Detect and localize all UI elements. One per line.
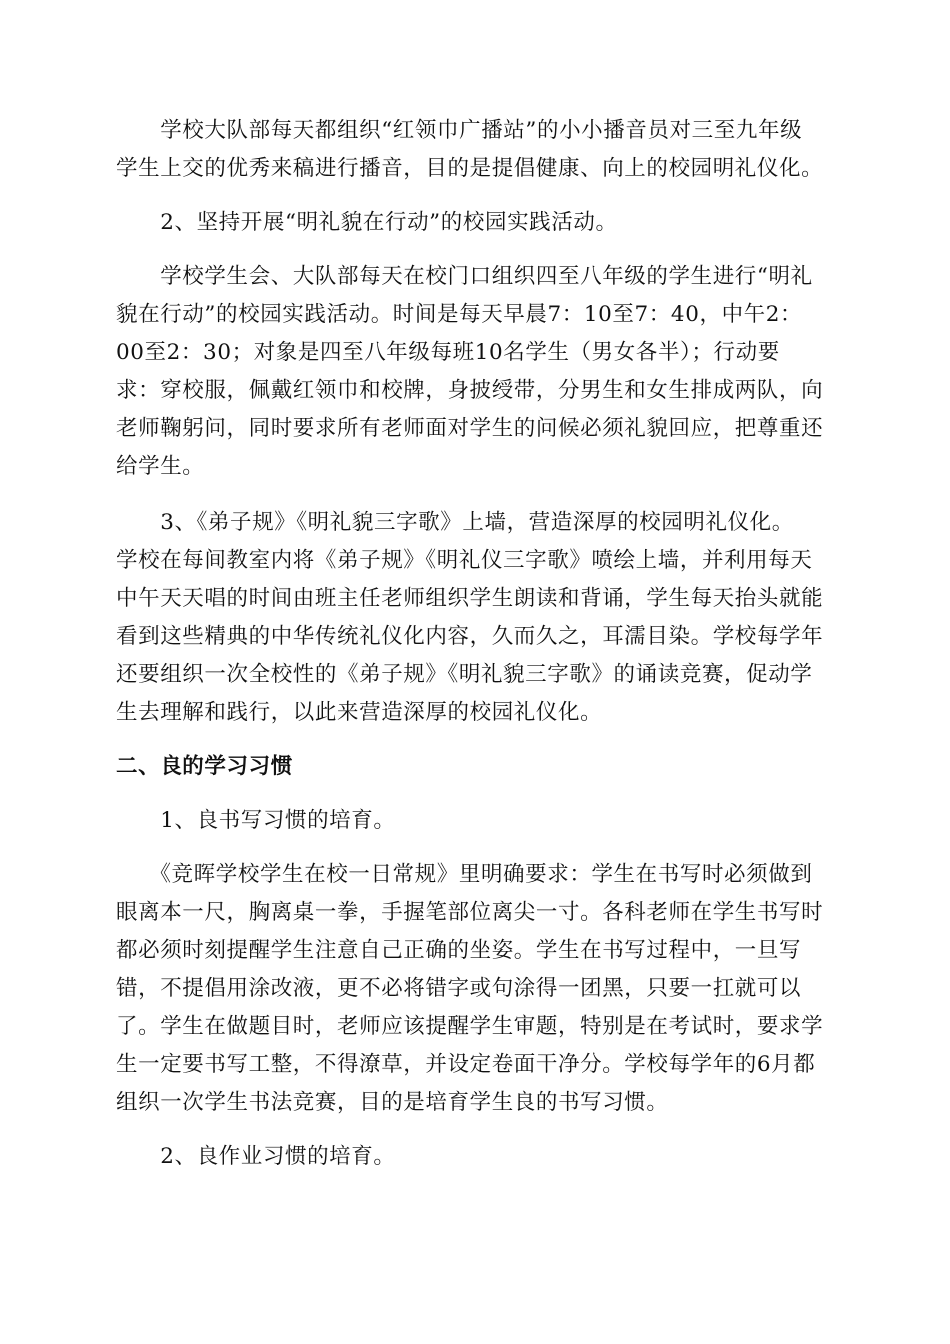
paragraph-line: 还要组织一次全校性的《弟子规》《明礼貌三字歌》的诵读竞赛，促动学 [116, 662, 813, 687]
paragraph-line: 学生上交的优秀来稿进行播音，目的是提倡健康、向上的校园明礼仪化。 [116, 156, 824, 181]
paragraph-line: 给学生。 [116, 454, 205, 479]
subheading-line: 1、良书写习惯的培育。 [116, 808, 396, 833]
paragraph-line: 中午天天唱的时间由班主任老师组织学生朗读和背诵，学生每天抬头就能 [116, 586, 824, 611]
paragraph-line: 3、《弟子规》《明礼貌三字歌》上墙，营造深厚的校园明礼仪化。 [116, 510, 794, 535]
paragraph-line: 错，不提倡用涂改液，更不必将错字或句涂得一团黑，只要一扛就可以 [116, 976, 802, 1001]
paragraph-line: 生一定要书写工整，不得潦草，并设定卷面干净分。学校每学年的6月都 [116, 1052, 816, 1077]
subheading-line: 2、坚持开展“明礼貌在行动”的校园实践活动。 [116, 210, 618, 235]
subheading-line: 2、良作业习惯的培育。 [116, 1144, 396, 1169]
paragraph-line: 组织一次学生书法竞赛，目的是培育学生良的书写习惯。 [116, 1090, 669, 1115]
paragraph-line: 学校在每间教室内将《弟子规》《明礼仪三字歌》喷绘上墙，并利用每天 [116, 548, 813, 573]
paragraph-line: 都必须时刻提醒学生注意自己正确的坐姿。学生在书写过程中，一旦写 [116, 938, 802, 963]
section-heading: 二、良的学习习惯 [116, 754, 293, 779]
paragraph-line: 学校大队部每天都组织“红领巾广播站”的小小播音员对三至九年级 [116, 118, 803, 143]
paragraph-line: 求：穿校服，佩戴红领巾和校牌，身披绶带，分男生和女生排成两队，向 [116, 378, 824, 403]
paragraph-line: 看到这些精典的中华传统礼仪化内容，久而久之，耳濡目染。学校每学年 [116, 624, 824, 649]
paragraph-line: 了。学生在做题目时，老师应该提醒学生审题，特别是在考试时，要求学 [116, 1014, 824, 1039]
paragraph-line: 00至2：30；对象是四至八年级每班10名学生（男女各半）；行动要 [116, 340, 780, 365]
paragraph-line: 生去理解和践行，以此来营造深厚的校园礼仪化。 [116, 700, 603, 725]
paragraph-line: 眼离本一尺，胸离桌一拳，手握笔部位离尖一寸。各科老师在学生书写时 [116, 900, 824, 925]
paragraph-line: 老师鞠躬问，同时要求所有老师面对学生的问候必须礼貌回应，把尊重还 [116, 416, 824, 441]
paragraph-line: 学校学生会、大队部每天在校门口组织四至八年级的学生进行“明礼 [116, 264, 813, 289]
paragraph-line: 《竞晖学校学生在校一日常规》里明确要求：学生在书写时必须做到 [116, 862, 813, 887]
paragraph-line: 貌在行动”的校园实践活动。时间是每天早晨7：10至7：40，中午2： [116, 302, 803, 327]
